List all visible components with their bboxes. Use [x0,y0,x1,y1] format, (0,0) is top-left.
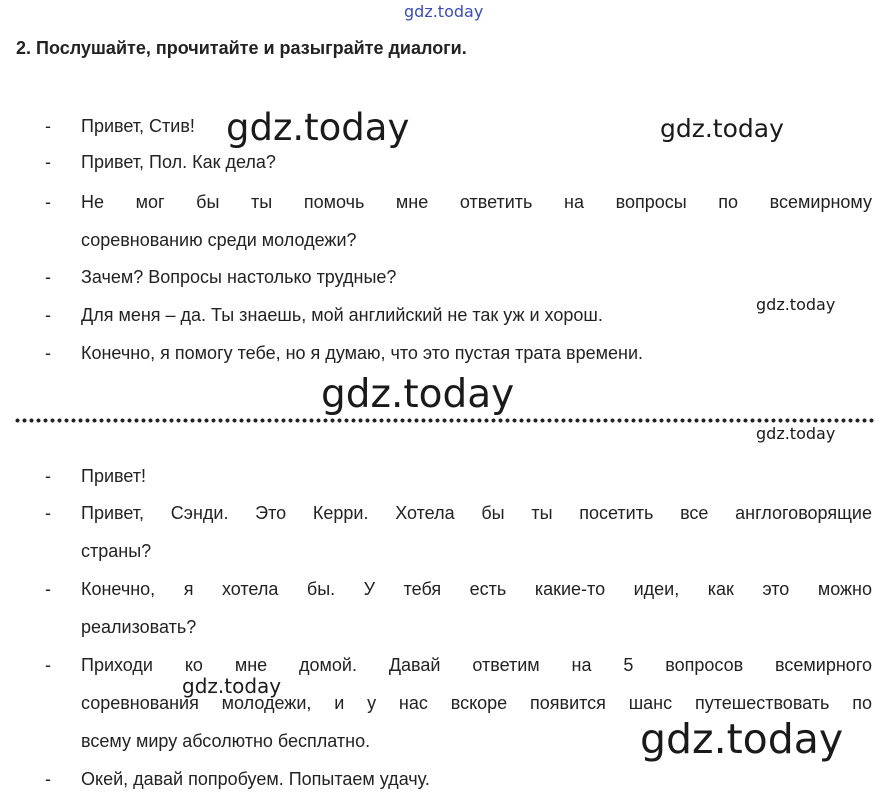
dotted-divider [14,418,876,423]
dialog-dash: - [45,466,51,486]
watermark-overlay: gdz.today [182,674,282,698]
dialog-dash: - [45,655,51,675]
dialog-line: Не мог бы ты помочь мне ответить на вопросы по всемирному [81,192,872,212]
watermark-overlay: gdz.today [640,715,844,763]
dialog-dash: - [45,192,51,212]
dialog-line: Привет! [81,466,147,486]
dialog-dash: - [45,305,51,325]
dialog-line: страны? [81,541,152,561]
watermark-overlay: gdz.today [756,295,836,314]
watermark-overlay: gdz.today [226,106,410,149]
watermark-top: gdz.today [404,2,484,21]
dialog-dash: - [45,152,51,172]
dialog-line: Окей, давай попробуем. Попытаем удачу. [81,769,430,789]
watermark-overlay: gdz.today [660,114,784,143]
dialog-line: соревнованию среди молодежи? [81,230,357,250]
dialog-dash: - [45,267,51,287]
dialog-line: Привет, Стив! [81,116,195,136]
dialog-dash: - [45,343,51,363]
dialog-dash: - [45,769,51,789]
dialog-dash: - [45,116,51,136]
dialog-line: Привет, Пол. Как дела? [81,152,276,172]
dialog-line: всему миру абсолютно бесплатно. [81,731,371,751]
watermark-overlay: gdz.today [756,424,836,443]
dialog-dash: - [45,503,51,523]
dialog-line: Приходи ко мне домой. Давай ответим на 5 вопросов всемирного [81,655,872,675]
dialog-line: Конечно, я помогу тебе, но я думаю, что это пустая трата времени. [81,343,644,363]
dialog-line: Привет, Сэнди. Это Керри. Хотела бы ты посетить все англоговорящие [81,503,872,523]
watermark-overlay: gdz.today [321,372,515,417]
dialog-line: реализовать? [81,617,197,637]
page-heading: 2. Послушайте, прочитайте и разыграйте диалоги. [16,38,467,58]
dialog-line: Для меня – да. Ты знаешь, мой английский не так уж и хорош. [81,305,603,325]
dialog-dash: - [45,579,51,599]
dialog-line: Конечно, я хотела бы. У тебя есть какие-то идеи, как это можно [81,579,872,599]
dialog-line: соревнования молодежи, и у нас вскоре появится шанс путешествовать по [81,693,872,713]
dialog-line: Зачем? Вопросы настолько трудные? [81,267,397,287]
